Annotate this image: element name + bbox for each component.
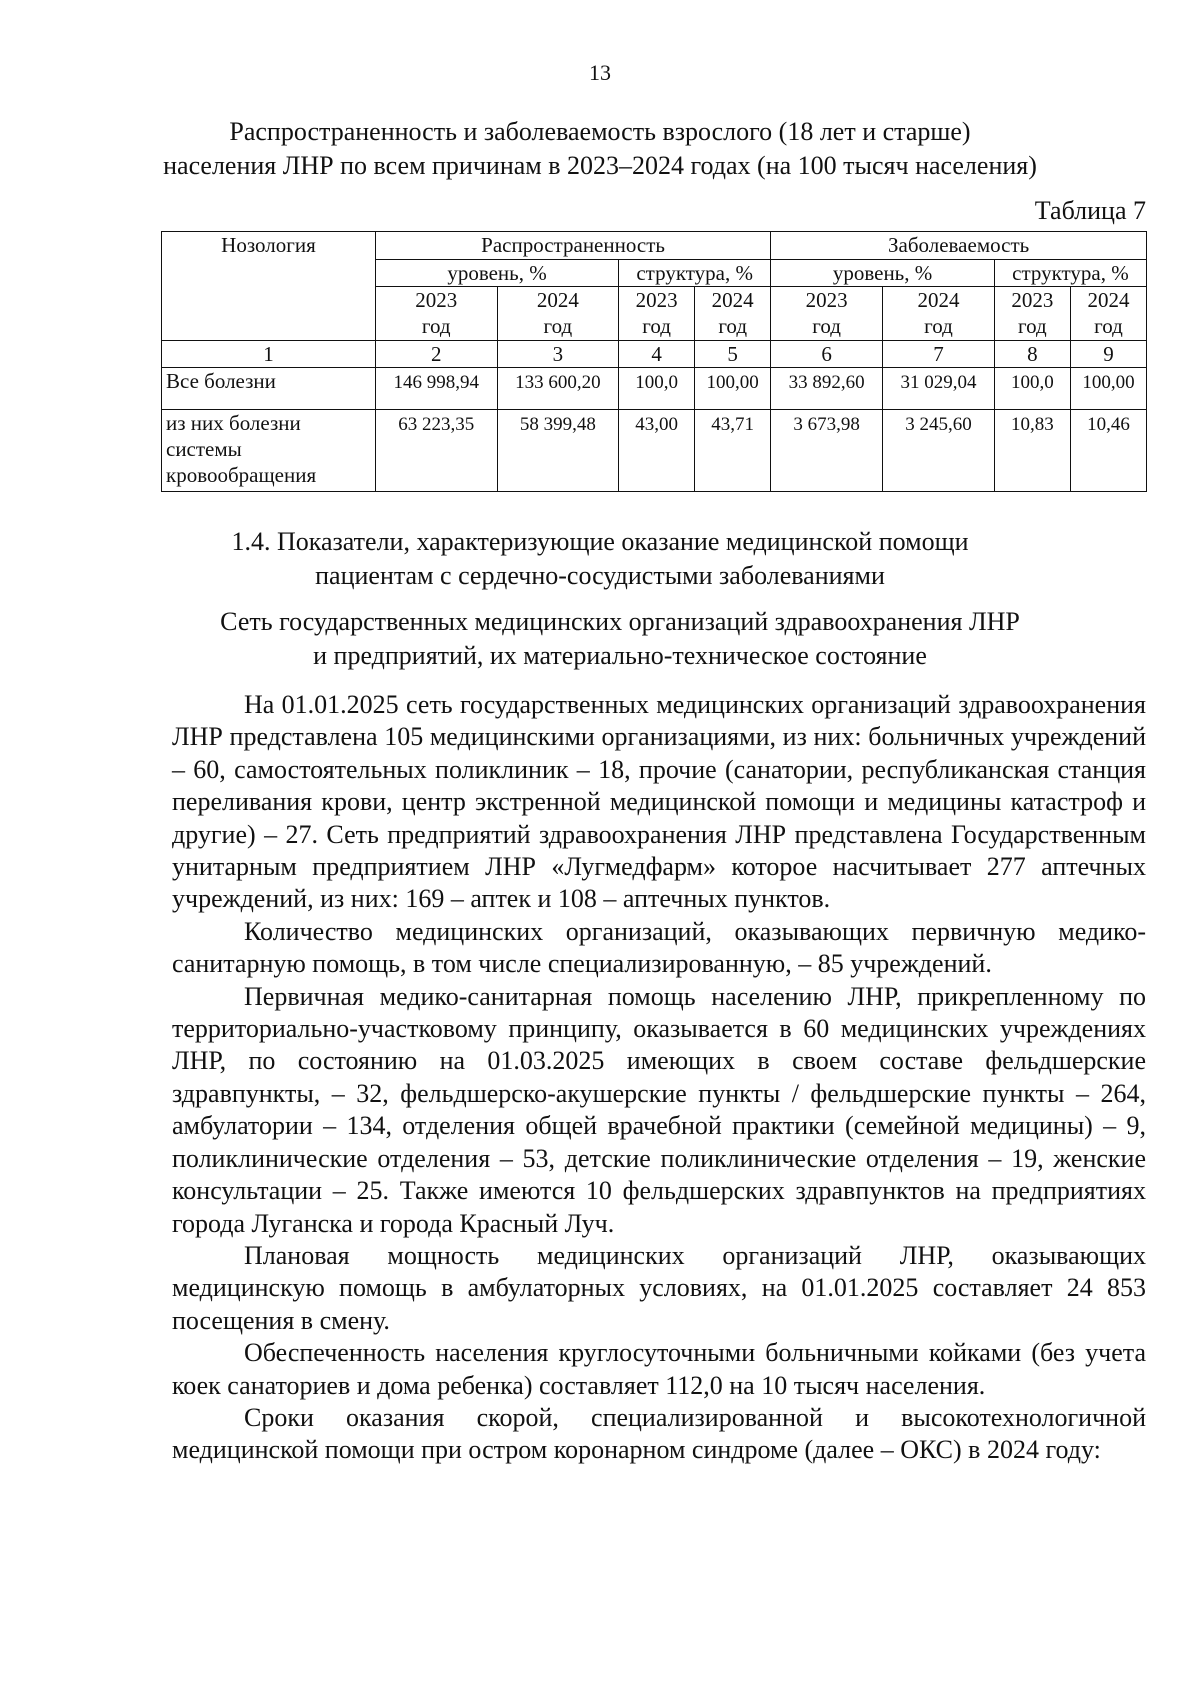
table-cell: 10,83	[994, 410, 1070, 492]
table-title	[100, 115, 1100, 183]
header-year-cell	[375, 287, 497, 341]
paragraph: Обеспеченность населения круглосуточными больничными койками (без учета коек санаториев и дома ребенка) составляет 112,0 на 10 тысяч населения.	[172, 1338, 1146, 1400]
table-cell: 100,0	[619, 368, 695, 410]
header-year-cell	[883, 287, 995, 341]
year-word: год	[718, 314, 747, 338]
year-number: 2024	[1087, 288, 1130, 312]
column-number: 1	[162, 341, 376, 368]
year-word: год	[1094, 314, 1123, 338]
table-cell: 3 673,98	[771, 410, 883, 492]
header-year-cell	[994, 287, 1070, 341]
row-name: из них болезни системы кровообращения	[162, 410, 376, 492]
header-year-cell	[695, 287, 771, 341]
paragraph: Первичная медико-санитарная помощь населению ЛНР, прикрепленному по территориально-участковому принципу, оказывается в 60 медицинских учреждениях ЛНР, по состоянию на 01.03.2025 имеющих в своем составе фельдшерские здравпункты, – 32, фельдшерско-акушерские пункты / фельдшерские пункты – 264, амбулатории – 134, отделения общей врачебной практики (семейной медицины) – 9, поликлинические отделения – 53, детские поликлинические отделения – 19, женские консультации – 25. Также имеются 10 фельдшерских здравпунктов на предприятиях города Луганска и города Красный Луч.	[172, 981, 1146, 1238]
column-number: 8	[994, 341, 1070, 368]
table-cell: 146 998,94	[375, 368, 497, 410]
sub-heading-line-1: Сеть государственных медицинских организаций здравоохранения ЛНР	[220, 607, 1020, 636]
table-cell: 100,00	[1070, 368, 1146, 410]
table-cell: 58 399,48	[497, 410, 619, 492]
year-number: 2023	[635, 288, 678, 312]
table-cell: 3 245,60	[883, 410, 995, 492]
year-word: год	[543, 314, 573, 338]
table-cell: 43,71	[695, 410, 771, 492]
year-number: 2023	[1011, 288, 1054, 312]
header-year-cell	[619, 287, 695, 341]
header-incidence-structure: структура, %	[994, 260, 1146, 287]
table-cell: 43,00	[619, 410, 695, 492]
section-heading-line-1: 1.4. Показатели, характеризующие оказание медицинской помощи	[231, 527, 969, 556]
header-incidence-level: уровень, %	[771, 260, 995, 287]
body-text	[172, 689, 1146, 1467]
table-cell: 100,0	[994, 368, 1070, 410]
header-year-cell	[1070, 287, 1146, 341]
table-title-line-2: населения ЛНР по всем причинам в 2023–2024 годах (на 100 тысяч населения)	[163, 151, 1037, 180]
table-cell: 33 892,60	[771, 368, 883, 410]
table-row	[162, 368, 1147, 410]
paragraph: Плановая мощность медицинских организаций ЛНР, оказывающих медицинскую помощь в амбулаторных условиях, на 01.01.2025 составляет 24 853 посещения в смену.	[172, 1240, 1146, 1335]
table-title-line-1: Распространенность и заболеваемость взрослого (18 лет и старше)	[229, 117, 971, 146]
year-word: год	[421, 314, 451, 338]
column-number: 7	[883, 341, 995, 368]
section-heading	[100, 525, 1100, 593]
paragraph: На 01.01.2025 сеть государственных медицинских организаций здравоохранения ЛНР представлена 105 медицинскими организациями, из них: больничных учреждений – 60, самостоятельных поликлиник – 18, прочие (санатории, республиканская станция переливания крови, центр экстренной медицинской помощи и медицины катастроф и другие) – 27. Сеть предприятий здравоохранения ЛНР представлена Государственным унитарным предприятием ЛНР «Лугмедфарм» которое насчитывает 277 аптечных учреждений, из них: 169 – аптек и 108 – аптечных пунктов.	[172, 690, 1146, 914]
year-word: год	[1018, 314, 1047, 338]
table-cell: 10,46	[1070, 410, 1146, 492]
page-number: 13	[589, 60, 611, 85]
sub-heading-line-2: и предприятий, их материально-техническое состояние	[313, 641, 927, 670]
year-number: 2023	[415, 288, 458, 312]
year-word: год	[642, 314, 671, 338]
column-number: 6	[771, 341, 883, 368]
column-number: 5	[695, 341, 771, 368]
header-prevalence: Распространенность	[375, 232, 770, 260]
section-heading-line-2: пациентам с сердечно-сосудистыми заболеваниями	[315, 561, 885, 590]
header-prevalence-structure: структура, %	[619, 260, 771, 287]
table-cell: 100,00	[695, 368, 771, 410]
column-number: 3	[497, 341, 619, 368]
column-number: 4	[619, 341, 695, 368]
year-number: 2024	[536, 288, 579, 312]
paragraph: Сроки оказания скорой, специализированной и высокотехнологичной медицинской помощи при остром коронарном синдроме (далее – ОКС) в 2024 году:	[172, 1402, 1146, 1465]
table-cell: 31 029,04	[883, 368, 995, 410]
row-name: Все болезни	[162, 368, 376, 410]
year-word: год	[812, 314, 841, 338]
column-number: 9	[1070, 341, 1146, 368]
year-word: год	[924, 314, 953, 338]
header-prevalence-level: уровень, %	[375, 260, 618, 287]
header-nosology: Нозология	[162, 232, 376, 341]
year-number: 2023	[805, 288, 848, 312]
header-year-cell	[771, 287, 883, 341]
sub-heading	[120, 605, 1120, 673]
paragraph: Количество медицинских организаций, оказывающих первичную медико-санитарную помощь, в том числе специализированную, – 85 учреждений.	[172, 916, 1146, 979]
table-cell: 63 223,35	[375, 410, 497, 492]
table-row	[162, 410, 1147, 492]
column-number: 2	[375, 341, 497, 368]
table-cell: 133 600,20	[497, 368, 619, 410]
header-year-cell	[497, 287, 619, 341]
header-incidence: Заболеваемость	[771, 232, 1147, 260]
year-number: 2024	[711, 288, 754, 312]
year-number: 2024	[917, 288, 960, 312]
table-label: Таблица 7	[1034, 196, 1146, 225]
statistics-table	[161, 231, 1147, 492]
